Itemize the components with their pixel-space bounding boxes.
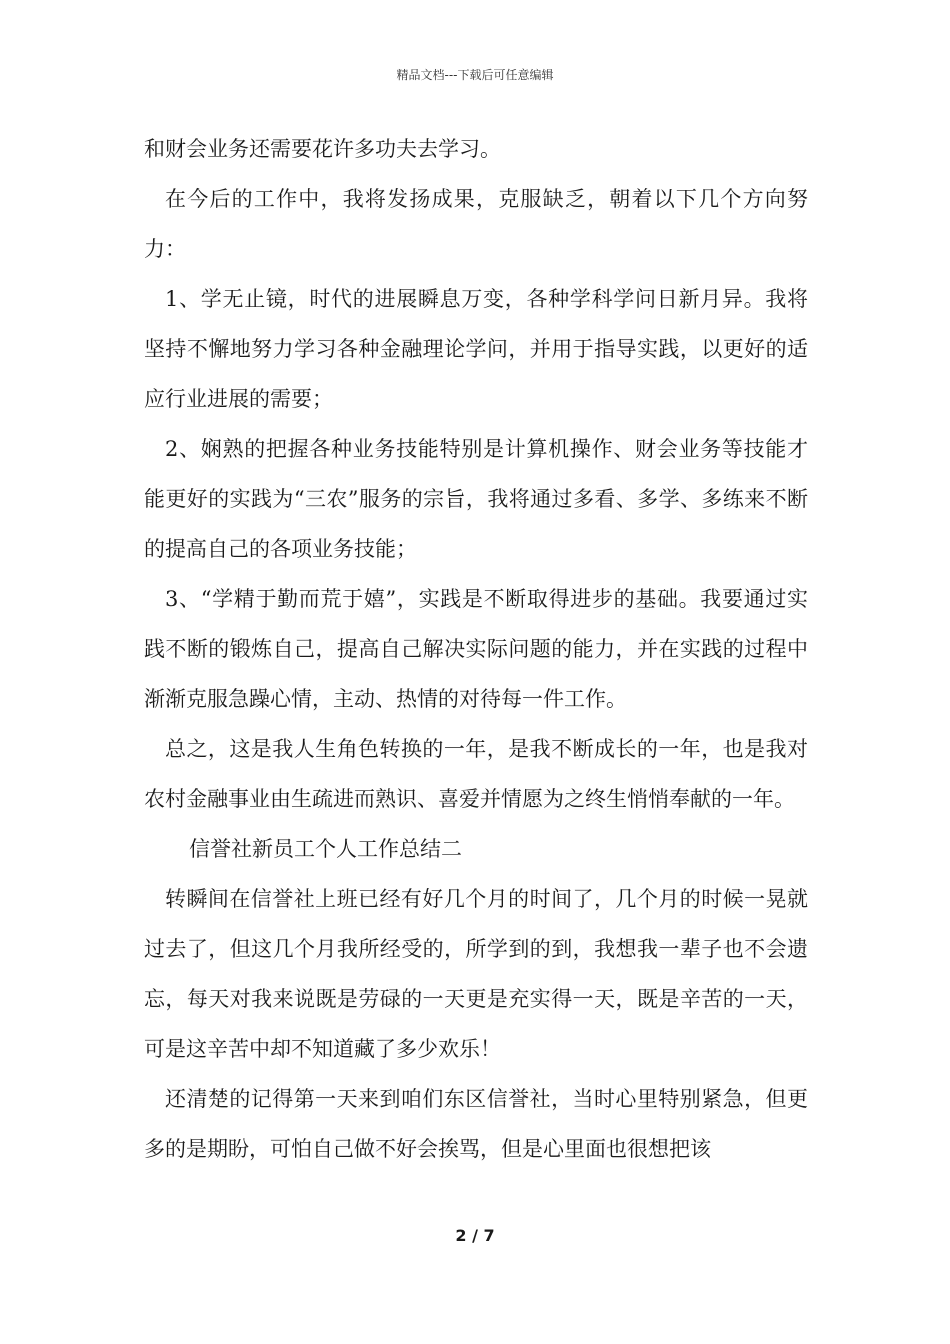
paragraph-intro: 在今后的工作中，我将发扬成果，克服缺乏，朝着以下几个方向努力： — [144, 187, 808, 261]
paragraph-point-2: 2、娴熟的把握各种业务技能特别是计算机操作、财会业务等技能才能更好的实践为“三农”服务的宗旨，我将通过多看、多学、多练来不断的提高自己的各项业务技能； — [144, 437, 808, 561]
document-body — [144, 124, 808, 1174]
paragraph-point-3: 3、“学精于勤而荒于嬉”，实践是不断取得进步的基础。我要通过实践不断的锻炼自己，提高自己解决实际问题的能力，并在实践的过程中渐渐克服急躁心情，主动、热情的对待每一件工作。 — [144, 587, 808, 711]
paragraph-summary-2-intro: 转瞬间在信誉社上班已经有好几个月的时间了，几个月的时候一晃就过去了，但这几个月我所经受的，所学到的到，我想我一辈子也不会遗忘，每天对我来说既是劳碌的一天更是充实得一天，既是辛苦的一天，可是这辛苦中却不知道藏了多少欢乐！ — [144, 887, 808, 1061]
section-heading: 信誉社新员工个人工作总结二 — [189, 837, 462, 861]
page-header: 精品文档---下载后可任意编辑 — [396, 68, 554, 82]
paragraph-point-1: 1、学无止镜，时代的进展瞬息万变，各种学科学问日新月异。我将坚持不懈地努力学习各种金融理论学问，并用于指导实践，以更好的适应行业进展的需要； — [144, 287, 808, 411]
page-number: 2 / 7 — [455, 1226, 495, 1245]
paragraph-conclusion: 总之，这是我人生角色转换的一年，是我不断成长的一年，也是我对农村金融事业由生疏进而熟识、喜爱并情愿为之终生悄悄奉献的一年。 — [144, 737, 808, 811]
paragraph-first-day: 还清楚的记得第一天来到咱们东区信誉社，当时心里特别紧急，但更多的是期盼，可怕自己做不好会挨骂，但是心里面也很想把该 — [144, 1087, 808, 1161]
paragraph-continuation: 和财会业务还需要花许多功夫去学习。 — [144, 137, 501, 161]
